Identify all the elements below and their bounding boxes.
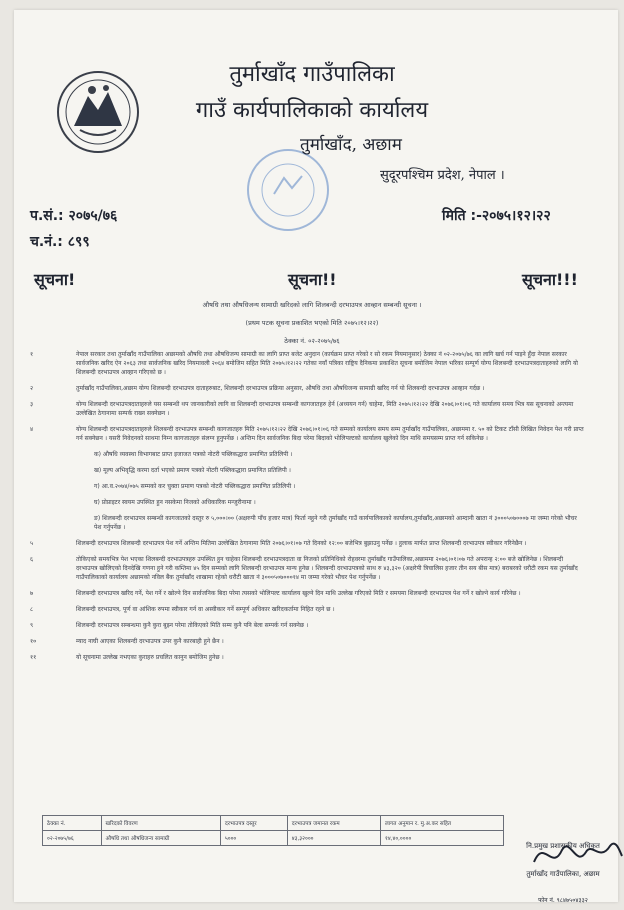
table-cell: ५००० — [220, 831, 287, 846]
letter-ref-number: प.सं.: २०७५/७६ — [30, 208, 118, 224]
table-header-cell: ठेक्का नं. — [43, 816, 102, 831]
list-item: १० म्याद नाघी आएका शिलबन्दी दरभाउपत्र उपर कुनै कारबाही हुने छैन । — [30, 638, 224, 645]
notice-heading-3: सूचना!!! — [522, 270, 578, 289]
sub-item: क) औषधि व्यवस्था विभागबाट प्राप्त इजाजत पत्रको नोटरी पब्लिकद्धारा प्रमाणित प्रतिलिपी । — [94, 451, 293, 458]
table-header-row — [43, 816, 504, 831]
notice-heading-2: सूचना!! — [288, 270, 337, 289]
letter-date: मिति :-२०७५।१२।२२ — [442, 208, 551, 224]
table-header-cell: दरभाउपत्र जमानत रकम — [287, 816, 380, 831]
list-item: ३ योग्य शिलबन्दी दरभाउपत्रदाताहरुले यस सम्बन्धी थप जानकारीको लागि वा शिलबन्दी दरभाउपत्र सम्बन्धी कागजातहरु हेर्न (अध्ययन गर्न) चाहेमा, मिति २०७५।१२।२२ देखि २०७६।०१।०६ गते कार्यालय समय भित्र यस सूचनाको अन्त्यमा उल्लेखित ठेगानामा सम्पर्क राख्न सक्नेछन । — [30, 401, 574, 417]
office-place: तुर्माखाँद, अछाम — [300, 135, 402, 155]
list-item: ११ यो सूचनामा उल्लेख नभएका कुराहरु प्रचलित कानुन बमोजिम हुनेछ । — [30, 654, 224, 661]
office-subtitle: गाउँ कार्यपालिकाको कार्यालय — [195, 98, 429, 123]
list-item: ७ शिलबन्दी दरभाउपत्र खरिद गर्ने, पेश गर्ने र खोल्ने दिन सार्वजनिक बिदा परेमा त्यसको भोलिपल्ट कार्यालय खुल्ने दिन माथि उल्लेख गरिएको मिति र समयमा शिलबन्दी दरभाउपत्र पेश गर्ने र खोल्ने कार्य गरिनेछ । — [30, 590, 521, 597]
notice-subject: औषधि तथा औषधिजन्य सामाग्री खरिदको लागि शिलबन्दी दरभाउपत्र आव्हान सम्बन्धी सूचना । — [202, 301, 422, 309]
list-item: ८ शिलबन्दी दरभाउपत्र, पूर्ण वा आंशिक रुपमा स्वीकार गर्न वा अस्वीकार गर्ने सम्पूर्ण अधिकार खरिदकर्तामा निहित रहने छ । — [30, 606, 335, 613]
office-province: सुदूरपश्चिम प्रदेश, नेपाल । — [380, 168, 505, 183]
list-item: ४ योग्य शिलबन्दी दरभाउपत्रदाताहरुले शिलबन्दी दरभाउपत्र सम्बन्धी कागजातहरु मिति २०७५।१२।२२ देखि २०७६।०१।०६ गते सम्मको कार्यालय समय सम्म तुर्माखाँद गाउँपालिका, अछाममा र. ५० को टिकट टाँसी लिखित निवेदन पेश गरी प्राप्त गर्न सक्नेछन । यसरी निवेदनको साथमा निम्न कागजातहरु संलग्न हुनुपर्नेछ । अन्तिम दिन सार्वजनिक बिदा परेमा बिदाको भोलिपल्टको कार्यालय खुलेको दिन माथि समयसम्म प्राप्त गर्न सकिनेछ । — [30, 426, 584, 442]
table-row — [43, 831, 504, 846]
tender-number: ठेक्का नं. ०२-२०७५/७६ — [284, 337, 340, 345]
office-title: तुर्माखाँद गाउँपालिका — [229, 62, 395, 87]
list-item: ६ तोकिएको समयभित्र पेश भएका शिलबन्दी दरभाउपत्रहरु उपस्थित हुन चाहेका शिलबन्दी दरभाउपत्रदाता वा निजको प्रतिनिधिको रोहवरमा तुर्माखाँद गाउँपालिका,अछाममा २०७६।०१।०७ गते अपरान्ह २:०० बजे खोलिनेछ । शिलबन्दी दरभाउपत्र खोलिएको दिनदेखि गणना हुने गरी कम्तिमा ४५ दिन सम्मको लागि शिलबन्दी दरभाउपत्र मान्य हुनेछ । शिलबन्दी दरभाउपत्रको साथ रु ४३,३२० (अक्षरेपी त्रिचालिस हजार तीन सय बीस मात्र) बराबरको धरौटी रकम यस तुर्माखाँद गाउँपालिकाको कार्यालय अछामको नविल बैंक तुर्माखाँद शाखामा रहेको धरौटी खाता नं ३०००५०७०००१४ मा जम्मा गरेको भौचर पेश गर्नुपर्नेछ । — [30, 556, 578, 581]
table-cell: ४३,३२००० — [287, 831, 380, 846]
table-cell: ०२-२०७५/७६ — [43, 831, 102, 846]
sub-item: ङ) शिलबन्दी दरभाउपत्र सम्बन्धी कागजातको दस्तुर रु ५,०००।०० (अक्षरुपी पाँच हजार मात्र) फिर्ता नहुने गरी तुर्माखाँद गाउँ कार्यपालिकाको कार्यालय,तुर्माखाँद,अछामको आम्दानी खाता नं ३०००५०७०००७ मा जम्मा गरेको भौचर पेश गर्नुपर्नेछ । — [94, 515, 577, 531]
list-item: २ तुर्माखाँद गाउँपालिका,अछाम योग्य शिलबन्दी दरभाउपत्र दाताहरुबाट, शिलबन्दी दरभाउपत्र प्रक्रिया अनुसार, औषधि तथा औषधिजन्य सामाग्री खरिद गर्न यो शिलबन्दी दरभाउपत्र आव्हान गर्दछ । — [30, 385, 485, 392]
office-stamp — [240, 142, 336, 238]
table-header-cell: लागत अनुमान र. मु.अ.कर सहित — [380, 816, 503, 831]
sub-item: ख) मूल्य अभिवृद्धि करमा दर्ता भएको प्रमाण पत्रको नोटरी पब्लिकद्धारा प्रमाणित प्रतिलिपी । — [94, 467, 291, 474]
table-cell: औषधि तथा औषधिजन्य सामाग्री — [101, 831, 220, 846]
sub-item: ग) आ.व.२०७४/०७५ सम्मको कर चुक्ता प्रमाण पत्रको नोटरी पब्लिकद्धारा प्रमाणित प्रतिलिपी । — [94, 483, 296, 490]
signatory-title: नि.प्रमुख प्रशासकीय अधिकृत — [526, 842, 600, 850]
table-cell: १४,४०,०००० — [380, 831, 503, 846]
first-publication: (प्रथम पटक सूचना प्रकाशित भएको मिति २०७५।१२।२२) — [245, 319, 379, 327]
signatory-office: तुर्माखाँद गाउँपालिका, अछाम — [526, 870, 600, 878]
tender-table — [42, 815, 504, 846]
sub-item: घ) प्रोप्राइटर स्वयम उपस्थित हुन नसकेमा निजको अधिकारिक मन्जुरीनामा । — [94, 499, 256, 506]
table-header-cell: खरिदको विवरण — [101, 816, 220, 831]
notice-body — [30, 350, 585, 669]
list-item: १ नेपाल सरकार तथा तुर्माखाँद गाउँपालिका अछामको औषधि तथा औषधिजन्य सामाग्री का लागि प्राप्त बजेट अनुदान (कार्यक्रम प्राप्त गरेको र सो रकम नियमानुसार) ठेक्का नं ०२-२०७५/७६ का लागि खर्च गर्न पाइने हुँदा नेपाल सरकार सार्वजनिक खरिद ऐन २०६३ तथा सार्वजनिक खरिद नियमावली २०६४ बमोजिम सहित मिति २०७५।१२।२२ गतेका नयाँ पत्रिका राष्ट्रिय दैनिकमा प्रकाशित सूचना बमोजिम नेपाल भरिका सम्पूर्ण योग्य शिलबन्दी दरभाउपत्रदाताहरुको लागि यो शिलबन्दी दरभाउपत्र आव्हान गरिएको छ । — [30, 351, 578, 376]
list-item: ९ शिलबन्दी दरभाउपत्र सम्बन्धमा कुनै कुरा बुझ्न परेमा तोकिएको मिति सम्म कुनै पनि बेला सम्पर्क गर्न सक्नेछ । — [30, 622, 309, 629]
table-header-cell: दरभाउपत्र दस्तुर — [220, 816, 287, 831]
dispatch-number: च.नं.: ८९९ — [30, 234, 90, 250]
list-item: ५ शिलबन्दी दरभाउपत्र शिलबन्दी दरभाउपत्र पेश गर्ने अन्तिम मितिमा उल्लेखित ठेगानामा मिति २०७६।०१।०७ गते दिनको १२:०० बजेभित्र बुझाउनु पर्नेछ । हुलाक मार्फत प्राप्त शिलबन्दी दरभाउपत्र स्वीकार गरिनेछैन । — [30, 540, 527, 547]
notice-heading-1: सूचना! — [34, 270, 76, 289]
signatory-phone: फोन नं. ९८४७५०४३३२ — [538, 897, 588, 904]
